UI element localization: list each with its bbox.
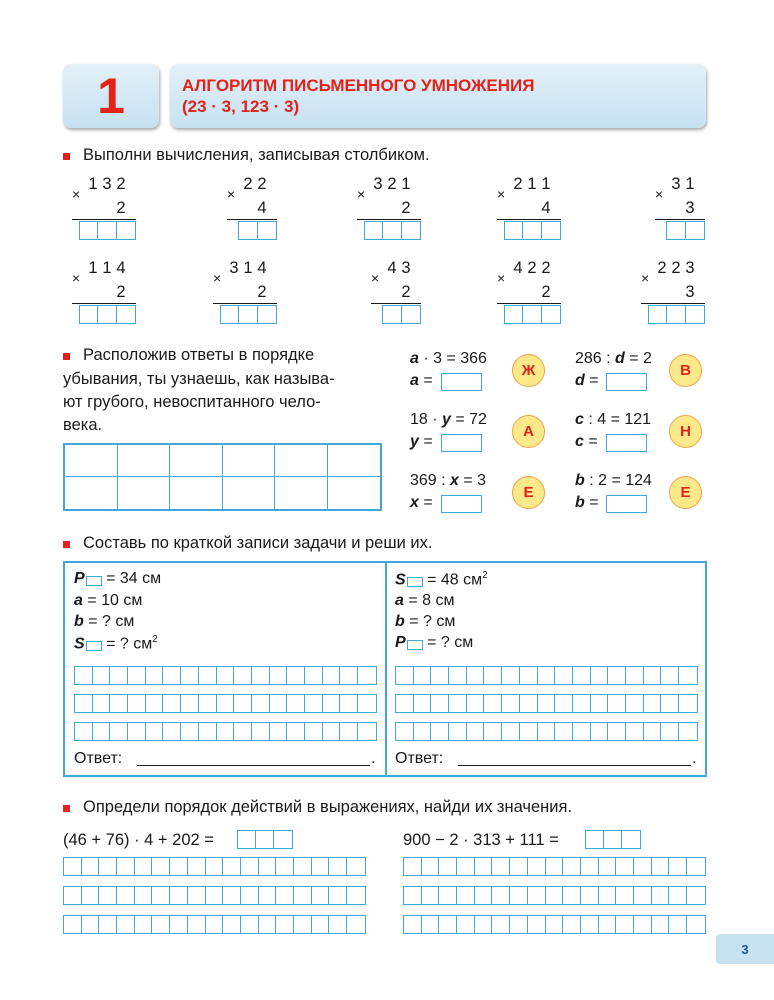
equation: 369 : x = 3 bbox=[410, 472, 487, 489]
digit: 2 bbox=[401, 199, 411, 217]
times-sign: × bbox=[72, 186, 81, 202]
task1-instruction: Выполни вычисления, записывая столбиком. bbox=[83, 146, 430, 164]
page-number bbox=[716, 934, 774, 964]
answer-cells[interactable] bbox=[504, 221, 562, 240]
right-line1: S = 48 $см^2$ bbox=[395, 570, 488, 589]
equation-answer-label: d = bbox=[575, 372, 599, 389]
lesson-number-badge bbox=[63, 64, 159, 128]
answer-cells[interactable] bbox=[585, 830, 641, 849]
equation: b : 2 = 124 bbox=[575, 472, 652, 489]
letter-circle: В bbox=[669, 354, 702, 387]
digit: 1 bbox=[527, 175, 537, 193]
letter-circle: Е bbox=[669, 476, 702, 509]
right-line3: b = ? см bbox=[395, 613, 456, 630]
answer-cells[interactable] bbox=[504, 305, 562, 324]
letter-circle: Н bbox=[669, 415, 702, 448]
underline bbox=[497, 303, 561, 304]
times-sign: × bbox=[497, 270, 506, 286]
digit: 2 bbox=[387, 175, 397, 193]
times-sign: × bbox=[72, 270, 81, 286]
underline bbox=[655, 219, 705, 220]
digit: 4 bbox=[257, 199, 267, 217]
equation-answer-box[interactable] bbox=[606, 495, 647, 513]
left-answer-dot: . bbox=[371, 750, 376, 767]
digit: 4 bbox=[257, 259, 267, 277]
underline bbox=[213, 303, 277, 304]
digit: 2 bbox=[541, 283, 551, 301]
digit: 1 bbox=[685, 175, 695, 193]
underline bbox=[227, 219, 277, 220]
times-sign: × bbox=[655, 186, 664, 202]
answer-cells[interactable] bbox=[79, 305, 137, 324]
digit: 2 bbox=[243, 175, 253, 193]
left-line2: a = 10 см bbox=[74, 592, 143, 609]
right-line4: P = ? см bbox=[395, 634, 474, 651]
digit: 3 bbox=[685, 199, 695, 217]
left-answer-label: Ответ: bbox=[74, 750, 123, 767]
left-answer-line[interactable] bbox=[137, 765, 370, 766]
digit: 3 bbox=[671, 175, 681, 193]
answer-cells[interactable] bbox=[63, 857, 366, 876]
equation: c : 4 = 121 bbox=[575, 411, 652, 428]
answer-cells[interactable] bbox=[395, 694, 698, 713]
digit: 3 bbox=[229, 259, 239, 277]
times-sign: × bbox=[227, 186, 236, 202]
task2-instruction-line4: века. bbox=[63, 416, 103, 434]
expression-right: 900 − 2 · 313 + 111 = bbox=[403, 831, 559, 849]
answer-cells[interactable] bbox=[63, 915, 366, 934]
answer-cells[interactable] bbox=[403, 886, 706, 905]
right-answer-label: Ответ: bbox=[395, 750, 444, 767]
digit: 1 bbox=[88, 175, 98, 193]
times-sign: × bbox=[497, 186, 506, 202]
answer-cells[interactable] bbox=[395, 722, 698, 741]
right-answer-dot: . bbox=[692, 750, 697, 767]
digit: 3 bbox=[685, 283, 695, 301]
times-sign: × bbox=[357, 186, 366, 202]
times-sign: × bbox=[371, 270, 380, 286]
answer-cells[interactable] bbox=[74, 722, 377, 741]
lesson-number: 1 bbox=[97, 68, 125, 124]
underline bbox=[371, 303, 421, 304]
task2-instruction-line3: ют грубого, невоспитанного чело- bbox=[63, 393, 321, 411]
digit: 1 bbox=[401, 175, 411, 193]
digit: 3 bbox=[685, 259, 695, 277]
answer-cells[interactable] bbox=[403, 857, 706, 876]
underline bbox=[641, 303, 705, 304]
task4-instruction: Определи порядок действий в выражениях, найди их значения. bbox=[83, 798, 573, 816]
letter-circle: Ж bbox=[512, 354, 545, 387]
answer-cells[interactable] bbox=[74, 694, 377, 713]
answer-cells[interactable] bbox=[648, 305, 706, 324]
digit: 2 bbox=[401, 283, 411, 301]
equation: 286 : d = 2 bbox=[575, 350, 652, 367]
answer-cells[interactable] bbox=[364, 221, 422, 240]
lesson-subtitle: (23 · 3, 123 · 3) bbox=[182, 97, 300, 116]
task3-instruction: Составь по краткой записи задачи и реши их. bbox=[83, 534, 433, 552]
digit: 4 bbox=[541, 199, 551, 217]
letter-circle: А bbox=[512, 415, 545, 448]
digit: 2 bbox=[671, 259, 681, 277]
right-answer-line[interactable] bbox=[458, 765, 691, 766]
equation-answer-box[interactable] bbox=[441, 495, 482, 513]
equation-answer-box[interactable] bbox=[606, 373, 647, 391]
digit: 2 bbox=[116, 199, 126, 217]
equation-answer-label: x = bbox=[410, 494, 433, 511]
equation-answer-box[interactable] bbox=[441, 434, 482, 452]
digit: 2 bbox=[116, 283, 126, 301]
equation-answer-label: b = bbox=[575, 494, 599, 511]
underline bbox=[497, 219, 561, 220]
page-number-text: 3 bbox=[741, 941, 749, 957]
underline bbox=[72, 219, 136, 220]
answer-cells[interactable] bbox=[403, 915, 706, 934]
expression-left: (46 + 76) · 4 + 202 = bbox=[63, 831, 214, 849]
digit: 1 bbox=[243, 259, 253, 277]
equation-answer-label: a = bbox=[410, 372, 433, 389]
digit: 1 bbox=[102, 259, 112, 277]
bullet-icon bbox=[63, 153, 70, 160]
lesson-title: АЛГОРИТМ ПИСЬМЕННОГО УМНОЖЕНИЯ bbox=[182, 76, 535, 95]
answer-cells[interactable] bbox=[382, 305, 421, 324]
answer-cells[interactable] bbox=[238, 221, 277, 240]
answer-cells[interactable] bbox=[74, 666, 377, 685]
digit: 4 bbox=[387, 259, 397, 277]
answer-cells[interactable] bbox=[237, 830, 293, 849]
digit: 2 bbox=[657, 259, 667, 277]
left-line1: P = 34 см bbox=[74, 570, 162, 587]
digit: 4 bbox=[116, 259, 126, 277]
digit: 2 bbox=[116, 175, 126, 193]
answer-cells[interactable] bbox=[395, 666, 698, 685]
equation-answer-label: c = bbox=[575, 433, 598, 450]
digit: 1 bbox=[88, 259, 98, 277]
underline bbox=[72, 303, 136, 304]
answer-word-grid[interactable] bbox=[63, 443, 382, 511]
times-sign: × bbox=[641, 270, 650, 286]
equation: a · 3 = 366 bbox=[410, 350, 487, 367]
letter-circle: Е bbox=[512, 476, 545, 509]
equation-answer-label: y = bbox=[410, 433, 433, 450]
equation-answer-box[interactable] bbox=[606, 434, 647, 452]
answer-cells[interactable] bbox=[666, 221, 705, 240]
answer-cells[interactable] bbox=[63, 886, 366, 905]
task2-instruction-line1: Расположив ответы в порядке bbox=[83, 346, 315, 364]
bullet-icon bbox=[63, 353, 70, 360]
digit: 4 bbox=[513, 259, 523, 277]
left-line4: S = ? $см^2$ bbox=[74, 634, 158, 653]
underline bbox=[357, 219, 421, 220]
digit: 2 bbox=[541, 259, 551, 277]
digit: 3 bbox=[373, 175, 383, 193]
bullet-icon bbox=[63, 541, 70, 548]
digit: 2 bbox=[257, 283, 267, 301]
answer-cells[interactable] bbox=[220, 305, 278, 324]
problems-divider bbox=[385, 561, 387, 777]
digit: 3 bbox=[401, 259, 411, 277]
equation-answer-box[interactable] bbox=[441, 373, 482, 391]
left-line3: b = ? см bbox=[74, 613, 135, 630]
equation: 18 · y = 72 bbox=[410, 411, 487, 428]
digit: 1 bbox=[541, 175, 551, 193]
digit: 2 bbox=[513, 175, 523, 193]
title-banner bbox=[170, 64, 706, 128]
answer-cells[interactable] bbox=[79, 221, 137, 240]
digit: 3 bbox=[102, 175, 112, 193]
digit: 2 bbox=[257, 175, 267, 193]
times-sign: × bbox=[213, 270, 222, 286]
bullet-icon bbox=[63, 805, 70, 812]
right-line2: a = 8 см bbox=[395, 592, 455, 609]
digit: 2 bbox=[527, 259, 537, 277]
task2-instruction-line2: убывания, ты узнаешь, как называ- bbox=[63, 370, 335, 388]
